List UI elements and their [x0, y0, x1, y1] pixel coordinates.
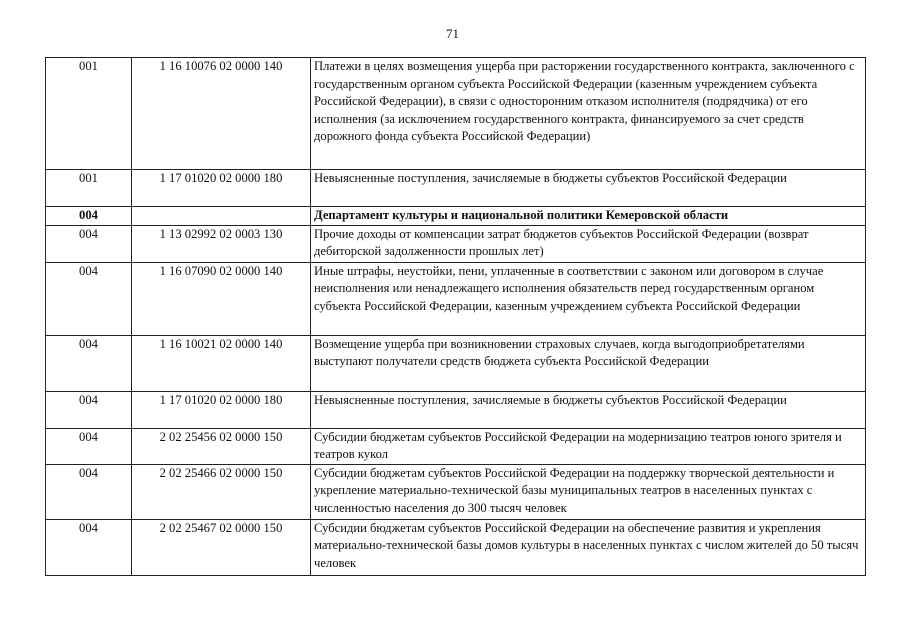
budget-code-cell: 1 17 01020 02 0000 180: [132, 391, 311, 428]
admin-code-cell: 004: [46, 335, 132, 391]
table-row: [46, 391, 866, 428]
revenue-codes-table: [45, 57, 866, 576]
table-row: [46, 170, 866, 207]
admin-code-cell: 004: [46, 207, 132, 226]
table-row: [46, 335, 866, 391]
admin-code-cell: 004: [46, 428, 132, 464]
budget-code-cell: 1 16 10076 02 0000 140: [132, 58, 311, 170]
table-row: [46, 519, 866, 575]
revenue-name-cell: Невыясненные поступления, зачисляемые в бюджеты субъектов Российской Федерации: [311, 170, 866, 207]
admin-code-cell: 004: [46, 519, 132, 575]
table-row: [46, 464, 866, 519]
revenue-name-cell: Невыясненные поступления, зачисляемые в бюджеты субъектов Российской Федерации: [311, 391, 866, 428]
budget-code-cell: 1 13 02992 02 0003 130: [132, 225, 311, 262]
table-row: [46, 428, 866, 464]
budget-code-cell: 2 02 25456 02 0000 150: [132, 428, 311, 464]
table-row: [46, 262, 866, 335]
department-header-row: [46, 207, 866, 226]
revenue-name-cell: Возмещение ущерба при возникновении страховых случаев, когда выгодоприобретателями выступают получатели средств бюджета субъекта Российской Федерации: [311, 335, 866, 391]
table-row: [46, 225, 866, 262]
admin-code-cell: 001: [46, 58, 132, 170]
budget-code-cell: 1 17 01020 02 0000 180: [132, 170, 311, 207]
budget-code-cell: [132, 207, 311, 226]
admin-code-cell: 004: [46, 262, 132, 335]
revenue-name-cell: Субсидии бюджетам субъектов Российской Федерации на модернизацию театров юного зрителя и театров кукол: [311, 428, 866, 464]
budget-code-cell: 1 16 10021 02 0000 140: [132, 335, 311, 391]
admin-code-cell: 004: [46, 225, 132, 262]
revenue-name-cell: Прочие доходы от компенсации затрат бюджетов субъектов Российской Федерации (возврат дебиторской задолженности прошлых лет): [311, 225, 866, 262]
page-number: 71: [446, 26, 459, 41]
budget-code-cell: 2 02 25467 02 0000 150: [132, 519, 311, 575]
revenue-name-cell: Платежи в целях возмещения ущерба при расторжении государственного контракта, заключенного с государственным органом субъекта Российской Федерации (казенным учреждением субъекта Российской Федерации), в связи с односторонним отказом исполнителя (подрядчика) от его исполнения (за исключением государственного контракта, финансируемого за счет средств дорожного фонда субъекта Российской Федерации): [311, 58, 866, 170]
table-row: [46, 58, 866, 170]
revenue-name-cell: Субсидии бюджетам субъектов Российской Федерации на поддержку творческой деятельности и укрепление материально-технической базы муниципальных театров в населенных пунктах с численностью населения до 300 тысяч человек: [311, 464, 866, 519]
admin-code-cell: 004: [46, 391, 132, 428]
budget-code-cell: 2 02 25466 02 0000 150: [132, 464, 311, 519]
admin-code-cell: 004: [46, 464, 132, 519]
revenue-name-cell: Иные штрафы, неустойки, пени, уплаченные в соответствии с законом или договором в случае неисполнения или ненадлежащего исполнения обязательств перед государственным органом субъекта Российской Федерации, казенным учреждением субъекта Российской Федерации: [311, 262, 866, 335]
budget-code-cell: 1 16 07090 02 0000 140: [132, 262, 311, 335]
revenue-name-cell: Субсидии бюджетам субъектов Российской Федерации на обеспечение развития и укрепления материально-технической базы домов культуры в населенных пунктах с числом жителей до 50 тысяч человек: [311, 519, 866, 575]
department-name-cell: Департамент культуры и национальной политики Кемеровской области: [311, 207, 866, 226]
admin-code-cell: 001: [46, 170, 132, 207]
